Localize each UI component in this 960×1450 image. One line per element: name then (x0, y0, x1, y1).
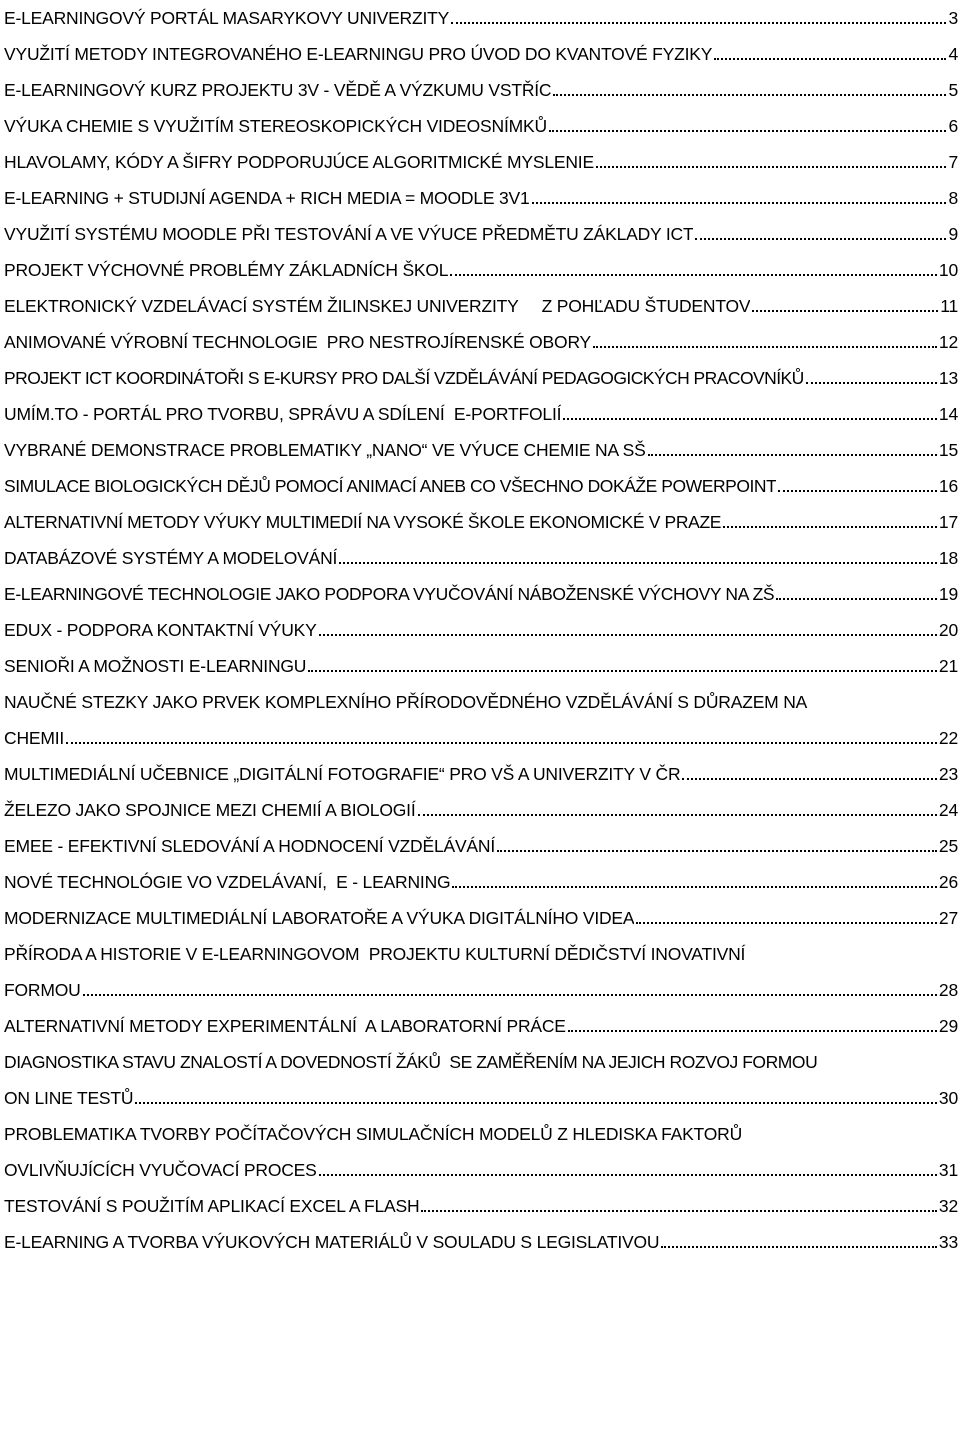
toc-page-number: 20 (938, 620, 958, 640)
toc-entry-title-line1: NAUČNÉ STEZKY JAKO PRVEK KOMPLEXNÍHO PŘÍRODOVĚDNÉHO VZDĚLÁVÁNÍ S DŮRAZEM NA (4, 692, 808, 712)
toc-dot-leader (549, 130, 947, 132)
toc-entry[interactable] (4, 108, 958, 144)
toc-dot-leader (648, 454, 937, 456)
toc-dot-leader (563, 418, 937, 420)
toc-entry[interactable] (4, 144, 958, 180)
toc-page-number: 8 (948, 188, 958, 208)
toc-entry[interactable] (4, 900, 958, 936)
toc-dot-leader (806, 382, 937, 384)
toc-dot-leader (593, 346, 937, 348)
toc-page-number: 22 (938, 728, 958, 748)
toc-page-number: 28 (938, 980, 958, 1000)
toc-entry-title: E-LEARNING A TVORBA VÝUKOVÝCH MATERIÁLŮ V SOULADU S LEGISLATIVOU (4, 1232, 660, 1252)
toc-page-number: 32 (938, 1196, 958, 1216)
toc-dot-leader (723, 526, 937, 528)
toc-page-number: 19 (938, 584, 958, 604)
toc-page-number: 11 (940, 296, 958, 316)
toc-page-number: 17 (938, 512, 958, 532)
toc-entry[interactable] (4, 1008, 958, 1044)
toc-entry-title: ELEKTRONICKÝ VZDELÁVACÍ SYSTÉM ŽILINSKEJ UNIVERZITY Z POHĽADU ŠTUDENTOV (4, 296, 751, 316)
toc-dot-leader (319, 1174, 937, 1176)
toc-entry-title: E-LEARNINGOVÝ KURZ PROJEKTU 3V - VĚDĚ A VÝZKUMU VSTŘÍC (4, 80, 552, 100)
toc-entry[interactable] (4, 72, 958, 108)
toc-page-number: 18 (938, 548, 958, 568)
toc-page-number: 9 (948, 224, 958, 244)
toc-page-number: 29 (938, 1016, 958, 1036)
toc-entry[interactable] (4, 36, 958, 72)
toc-page-number: 15 (938, 440, 958, 460)
toc-dot-leader (776, 598, 937, 600)
toc-entry-title: ALTERNATIVNÍ METODY EXPERIMENTÁLNÍ A LABORATORNÍ PRÁCE (4, 1016, 566, 1036)
toc-entry[interactable] (4, 792, 958, 828)
toc-dot-leader (596, 166, 947, 168)
toc-entry-title: NOVÉ TECHNOLÓGIE VO VZDELÁVANÍ, E - LEARNING (4, 872, 451, 892)
toc-entry[interactable] (4, 828, 958, 864)
toc-dot-leader (532, 202, 947, 204)
toc-page-number: 3 (948, 8, 958, 28)
toc-dot-leader (714, 58, 946, 60)
toc-entry[interactable] (4, 468, 958, 504)
toc-dot-leader (421, 1210, 937, 1212)
toc-entry[interactable] (4, 576, 958, 612)
toc-dot-leader (636, 922, 937, 924)
toc-entry-title: TESTOVÁNÍ S POUŽITÍM APLIKACÍ EXCEL A FLASH (4, 1196, 420, 1216)
toc-page-number: 30 (938, 1088, 958, 1108)
toc-page-number: 4 (948, 44, 958, 64)
toc-dot-leader (497, 850, 937, 852)
toc-entry-title: UMÍM.TO - PORTÁL PRO TVORBU, SPRÁVU A SDÍLENÍ E-PORTFOLIÍ (4, 404, 562, 424)
toc-dot-leader (418, 814, 937, 816)
toc-entry-title: SIMULACE BIOLOGICKÝCH DĚJŮ POMOCÍ ANIMACÍ ANEB CO VŠECHNO DOKÁŽE POWERPOINT (4, 476, 777, 496)
toc-dot-leader (135, 1102, 937, 1104)
toc-dot-leader (568, 1030, 937, 1032)
toc-entry-title: EMEE - EFEKTIVNÍ SLEDOVÁNÍ A HODNOCENÍ VZDĚLÁVÁNÍ (4, 836, 496, 856)
toc-dot-leader (553, 94, 946, 96)
toc-entry[interactable] (4, 540, 958, 576)
toc-entry-title: VÝUKA CHEMIE S VYUŽITÍM STEREOSKOPICKÝCH VIDEOSNÍMKŮ (4, 116, 547, 136)
toc-entry[interactable] (4, 216, 958, 252)
toc-entry-title: PROJEKT VÝCHOVNÉ PROBLÉMY ZÁKLADNÍCH ŠKOL (4, 260, 449, 280)
toc-entry[interactable] (4, 288, 958, 324)
toc-entry-title-line1: PŘÍRODA A HISTORIE V E-LEARNINGOVOM PROJEKTU KULTURNÍ DĚDIČSTVÍ INOVATIVNÍ (4, 944, 746, 964)
toc-entry-title: DATABÁZOVÉ SYSTÉMY A MODELOVÁNÍ (4, 548, 338, 568)
toc-entry-title: ON LINE TESTŮ (4, 1088, 134, 1108)
toc-page-number: 14 (938, 404, 958, 424)
toc-page-number: 23 (938, 764, 958, 784)
toc-page-number: 10 (938, 260, 958, 280)
toc-entry-title: FORMOU (4, 980, 81, 1000)
toc-page-number: 16 (938, 476, 958, 496)
toc-entry[interactable] (4, 396, 958, 432)
toc-entry-title: CHEMII (4, 728, 65, 748)
toc-entry-title: VYBRANÉ DEMONSTRACE PROBLEMATIKY „NANO“ VE VÝUCE CHEMIE NA SŠ (4, 440, 646, 460)
toc-entry[interactable] (4, 252, 958, 288)
toc-page-number: 26 (938, 872, 958, 892)
toc-entry-title: ANIMOVANÉ VÝROBNÍ TECHNOLOGIE PRO NESTROJÍRENSKÉ OBORY (4, 332, 592, 352)
toc-page-number: 27 (938, 908, 958, 928)
toc-entry-title: SENIOŘI A MOŽNOSTI E-LEARNINGU (4, 656, 307, 676)
toc-entry-title: E-LEARNINGOVÝ PORTÁL MASARYKOVY UNIVERZITY (4, 8, 450, 28)
toc-entry[interactable] (4, 648, 958, 684)
toc-entry-title: VYUŽITÍ SYSTÉMU MOODLE PŘI TESTOVÁNÍ A VE VÝUCE PŘEDMĚTU ZÁKLADY ICT (4, 224, 694, 244)
toc-dot-leader (452, 886, 936, 888)
toc-page-number: 12 (938, 332, 958, 352)
toc-entry[interactable] (4, 1188, 958, 1224)
toc-entry-title: E-LEARNING + STUDIJNÍ AGENDA + RICH MEDIA = MOODLE 3V1 (4, 188, 530, 208)
toc-dot-leader (319, 634, 937, 636)
toc-entry[interactable] (4, 684, 958, 756)
toc-entry[interactable] (4, 1116, 958, 1188)
toc-page-number: 7 (948, 152, 958, 172)
toc-entry-title-line1: DIAGNOSTIKA STAVU ZNALOSTÍ A DOVEDNOSTÍ ŽÁKŮ SE ZAMĚŘENÍM NA JEJICH ROZVOJ FORMOU (4, 1052, 818, 1072)
toc-page-number: 24 (938, 800, 958, 820)
toc-dot-leader (682, 778, 937, 780)
toc-entry-title: VYUŽITÍ METODY INTEGROVANÉHO E-LEARNINGU PRO ÚVOD DO KVANTOVÉ FYZIKY (4, 44, 713, 64)
toc-dot-leader (695, 238, 946, 240)
toc-page-number: 33 (938, 1232, 958, 1252)
toc-page-number: 6 (948, 116, 958, 136)
toc-entry-title: ŽELEZO JAKO SPOJNICE MEZI CHEMIÍ A BIOLOGIÍ (4, 800, 416, 820)
toc-entry[interactable] (4, 432, 958, 468)
toc-dot-leader (308, 670, 937, 672)
toc-dot-leader (83, 994, 937, 996)
toc-entry[interactable] (4, 864, 958, 900)
toc-entry[interactable] (4, 1224, 958, 1260)
toc-dot-leader (451, 22, 946, 24)
table-of-contents (4, 0, 958, 1260)
toc-dot-leader (778, 490, 937, 492)
toc-entry[interactable] (4, 504, 958, 540)
toc-page-number: 5 (948, 80, 958, 100)
toc-entry[interactable] (4, 756, 958, 792)
toc-entry-title: OVLIVŇUJÍCÍCH VYUČOVACÍ PROCES (4, 1160, 317, 1180)
toc-dot-leader (450, 274, 937, 276)
toc-entry-title: MULTIMEDIÁLNÍ UČEBNICE „DIGITÁLNÍ FOTOGRAFIE“ PRO VŠ A UNIVERZITY V ČR (4, 764, 681, 784)
toc-page-number: 25 (938, 836, 958, 856)
toc-page-number: 13 (938, 368, 958, 388)
toc-entry[interactable] (4, 936, 958, 1008)
toc-entry-title-line1: PROBLEMATIKA TVORBY POČÍTAČOVÝCH SIMULAČNÍCH MODELŮ Z HLEDISKA FAKTORŮ (4, 1124, 743, 1144)
toc-entry[interactable] (4, 180, 958, 216)
toc-entry-title: HLAVOLAMY, KÓDY A ŠIFRY PODPORUJÚCE ALGORITMICKÉ MYSLENIE (4, 152, 594, 172)
toc-page-number: 31 (938, 1160, 958, 1180)
toc-dot-leader (66, 742, 937, 744)
toc-entry[interactable] (4, 1044, 958, 1116)
toc-dot-leader (339, 562, 937, 564)
toc-entry[interactable] (4, 612, 958, 648)
toc-entry[interactable] (4, 324, 958, 360)
toc-dot-leader (752, 310, 938, 312)
toc-entry-title: EDUX - PODPORA KONTAKTNÍ VÝUKY (4, 620, 317, 640)
toc-page-number: 21 (938, 656, 958, 676)
toc-entry-title: PROJEKT ICT KOORDINÁTOŘI S E-KURSY PRO DALŠÍ VZDĚLÁVÁNÍ PEDAGOGICKÝCH PRACOVNÍKŮ (4, 368, 804, 388)
toc-entry-title: MODERNIZACE MULTIMEDIÁLNÍ LABORATOŘE A VÝUKA DIGITÁLNÍHO VIDEA (4, 908, 635, 928)
toc-dot-leader (661, 1246, 937, 1248)
toc-entry[interactable] (4, 360, 958, 396)
toc-entry-title: ALTERNATIVNÍ METODY VÝUKY MULTIMEDIÍ NA VYSOKÉ ŠKOLE EKONOMICKÉ V PRAZE (4, 512, 722, 532)
toc-entry[interactable] (4, 0, 958, 36)
toc-entry-title: E-LEARNINGOVÉ TECHNOLOGIE JAKO PODPORA VYUČOVÁNÍ NÁBOŽENSKÉ VÝCHOVY NA ZŠ (4, 584, 775, 604)
